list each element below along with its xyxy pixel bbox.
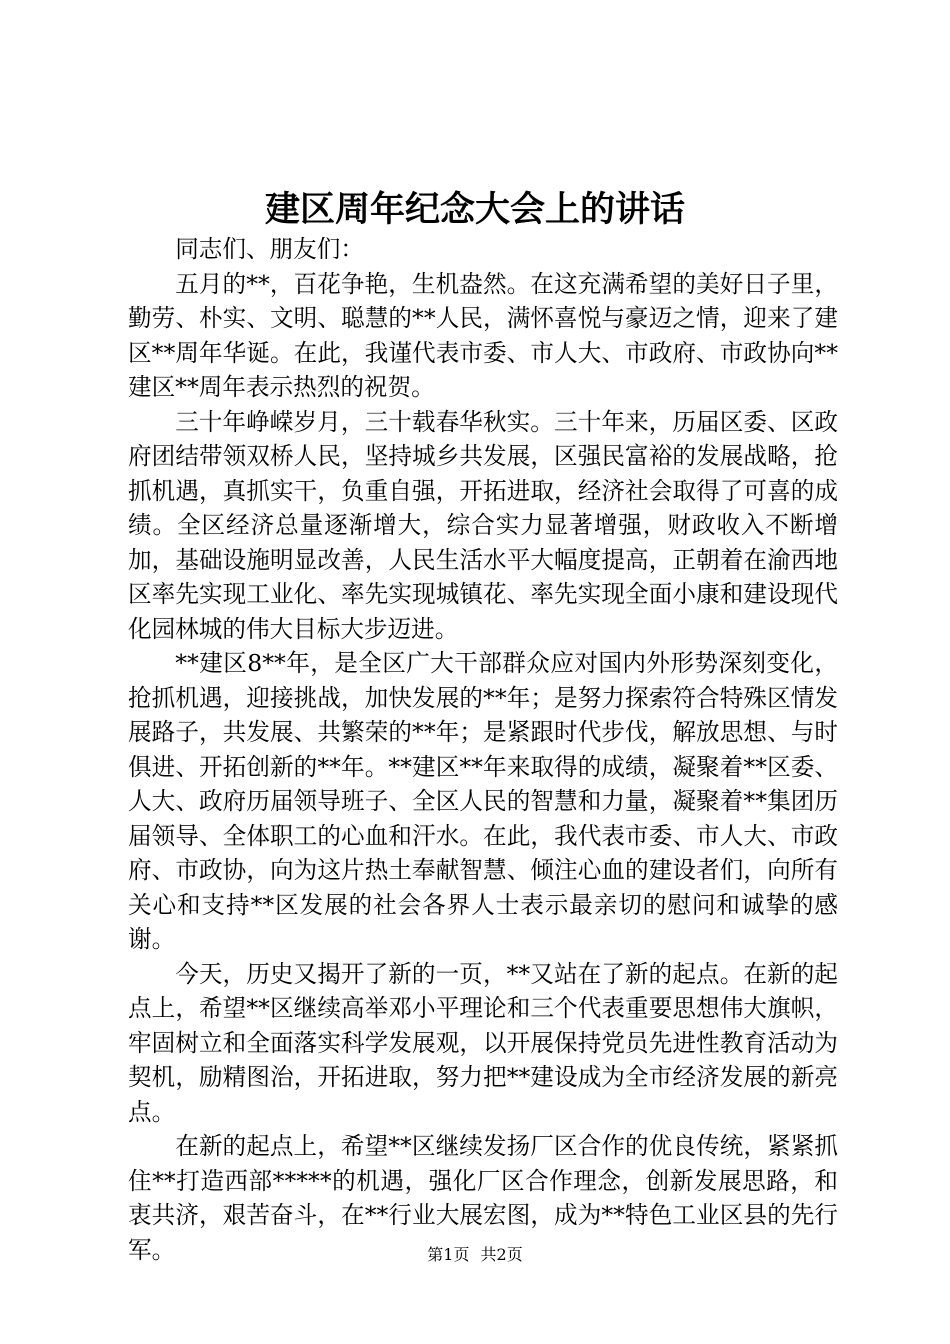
paragraph: 在新的起点上，希望**区继续发扬厂区合作的优良传统，紧紧抓住**打造西部*****的机遇，强化厂区合作理念，创新发展思路，和衷共济，艰苦奋斗，在**行业大展宏图，成为**特色工业区县的先行军。 (128, 1132, 838, 1264)
salutation: 同志们、朋友们： (175, 235, 364, 263)
page-footer: 第1页 共2页 (427, 1245, 523, 1264)
paragraph: 五月的**，百花争艳，生机盎然。在这充满希望的美好日子里，勤劳、朴实、文明、聪慧的**人民，满怀喜悦与豪迈之情，迎来了建区**周年华诞。在此，我谨代表市委、市人大、市政府、市政协向**建区**周年表示热烈的祝贺。 (128, 269, 838, 401)
paragraph: 今天，历史又揭开了新的一页，**又站在了新的起点。在新的起点上，希望**区继续高举邓小平理论和三个代表重要思想伟大旗帜，牢固树立和全面落实科学发展观，以开展保持党员先进性教育活动为契机，励精图治，开拓进取，努力把**建设成为全市经济发展的新亮点。 (128, 959, 838, 1126)
paragraph: 三十年峥嵘岁月，三十载春华秋实。三十年来，历届区委、区政府团结带领双桥人民，坚持城乡共发展，区强民富裕的发展战略，抢抓机遇，真抓实干，负重自强，开拓进取，经济社会取得了可喜的成绩。全区经济总量逐渐增大，综合实力显著增强，财政收入不断增加，基础设施明显改善，人民生活水平大幅度提高，正朝着在渝西地区率先实现工业化、率先实现城镇花、率先实现全面小康和建设现代化园林城的伟大目标大步迈进。 (128, 407, 838, 643)
document-body (128, 232, 838, 1267)
paragraph: **建区8**年，是全区广大干部群众应对国内外形势深刻变化，抢抓机遇，迎接挑战，加快发展的**年；是努力探索符合特殊区情发展路子，共发展、共繁荣的**年；是紧跟时代步伐，解放思想、与时俱进、开拓创新的**年。**建区**年来取得的成绩，凝聚着**区委、人大、政府历届领导班子、全区人民的智慧和力量，凝聚着**集团历届领导、全体职工的心血和汗水。在此，我代表市委、市人大、市政府、市政协，向为这片热土奉献智慧、倾注心血的建设者们，向所有关心和支持**区发展的社会各界人士表示最亲切的慰问和诚挚的感谢。 (128, 649, 838, 953)
document-title: 建区周年纪念大会上的讲话 (264, 189, 685, 230)
